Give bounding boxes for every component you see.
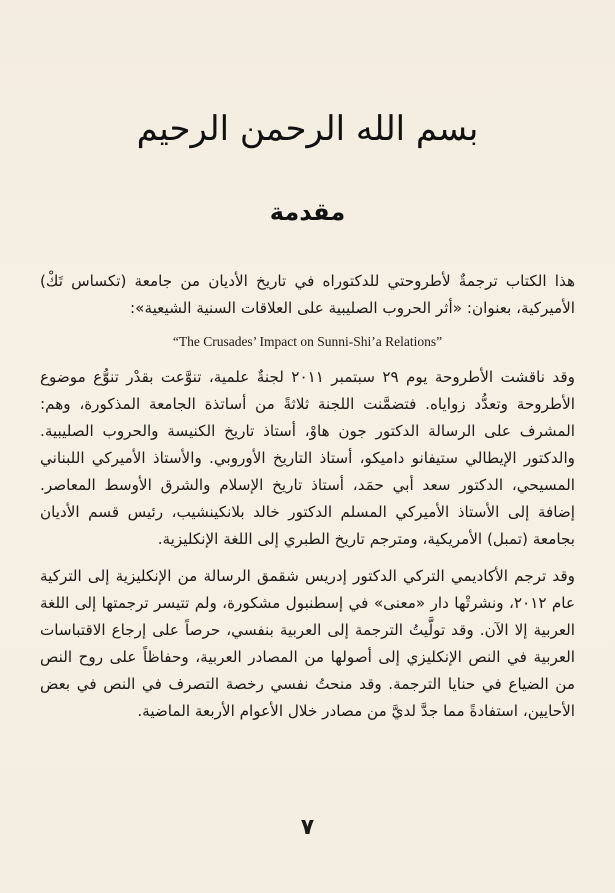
body-text: [40, 268, 575, 725]
page-number: ٧: [300, 815, 315, 840]
basmala-calligraphy: بسم الله الرحمن الرحيم: [136, 109, 479, 149]
paragraph-committee: وقد ناقشت الأطروحة يوم ٢٩ سبتمبر ٢٠١١ لجنةٌ علمية، تنوَّعت بقدْر تنوُّع موضوع الأطروحة وتعدُّد زواياه. فتضمَّنت اللجنة ثلاثةً من أساتذة الجامعة المذكورة، وهم: المشرف على الرسالة الدكتور جون هاوْ، أستاذ تاريخ الكنيسة والحروب الصليبية. والدكتور الإيطالي ستيفانو داميكو، أستاذ التاريخ الأوروبي. والأستاذ الأميركي اللبناني المسيحي، الدكتور سعد أبي حمَد، أستاذ تاريخ الإسلام والشرق الأوسط المعاصر. إضافة إلى الأستاذ الأميركي المسلم الدكتور خالد بلانكينشيب، رئيس قسم الأديان بجامعة (تمبل) الأمريكية، ومترجم تاريخ الطبري إلى اللغة الإنكليزية.: [40, 368, 575, 548]
paragraph-translation: وقد ترجم الأكاديمي التركي الدكتور إدريس شقمق الرسالة من الإنكليزية إلى التركية عام ٢٠١٢، ونشرتْها دار «معنى» في إسطنبول مشكورة، ولم تتيسر ترجمتها إلى اللغة العربية إلا الآن. وقد تولَّيتُ الترجمة إلى العربية بنفسي، حرصاً على إرجاع الاقتباسات العربية في النص الإنكليزي إلى أصولها من المصادر العربية، وحفاظاً على روح النص من الضياع في حنايا الترجمة. وقد منحتُ نفسي رخصة التصرف في النص في بعض الأحايين، استفادةً مما جدَّ لديَّ من مصادر خلال الأعوام الأربعة الماضية.: [40, 567, 575, 720]
paragraph-intro: هذا الكتاب ترجمةٌ لأطروحتي للدكتوراه في تاريخ الأديان من جامعة (تكساس تَكْ) الأميركية، بعنوان: «أثر الحروب الصليبية على العلاقات السنية الشيعية»:: [40, 272, 575, 317]
english-thesis-title: “The Crusades’ Impact on Sunni-Shi’a Relations”: [172, 334, 443, 349]
page-title: مقدمة: [269, 198, 346, 226]
